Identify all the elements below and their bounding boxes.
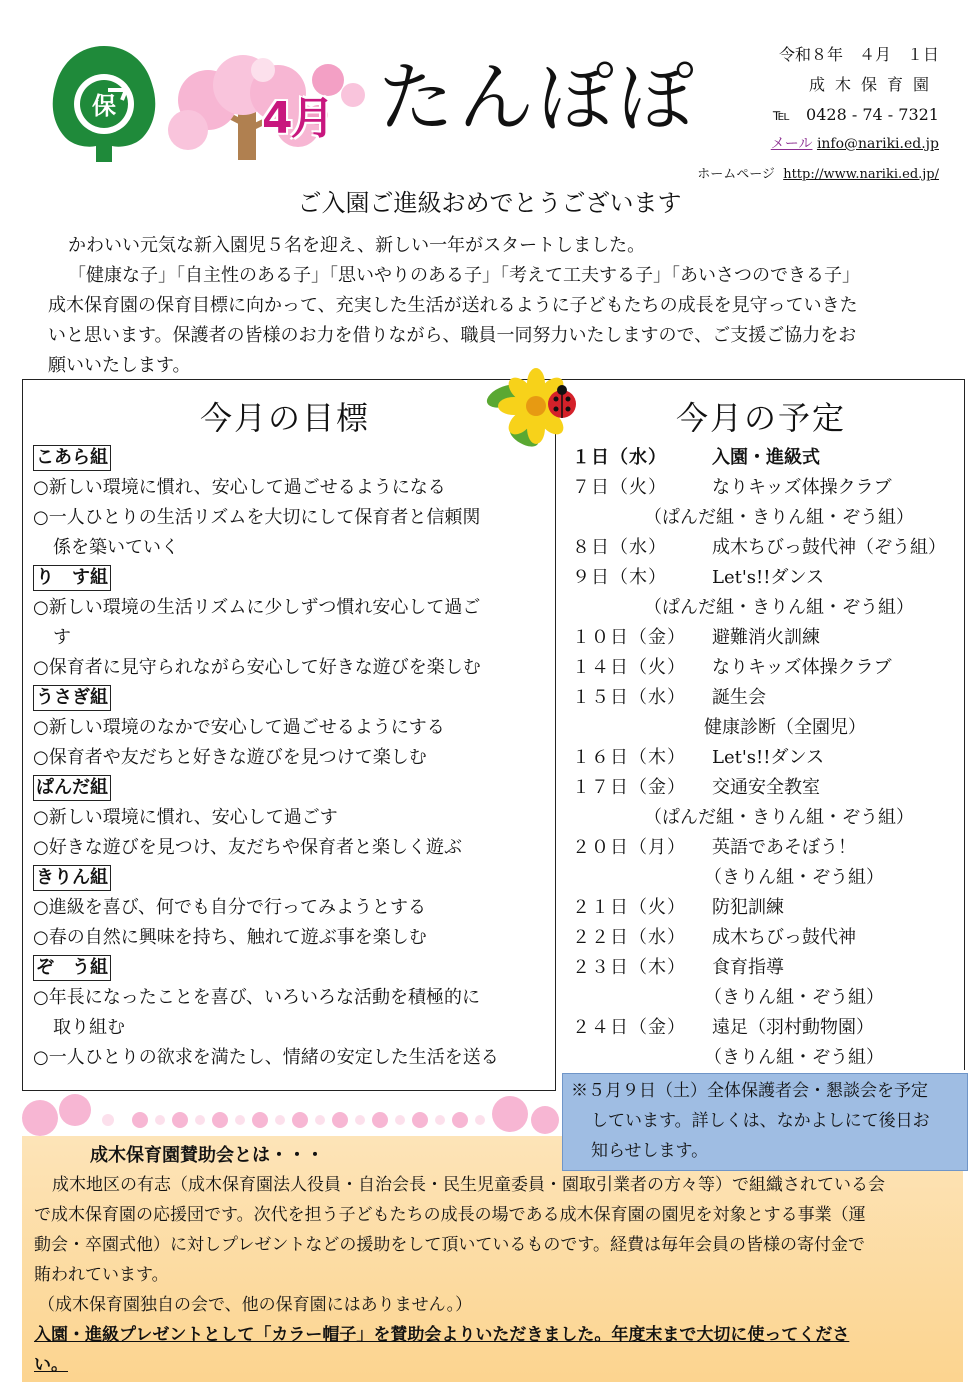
- logo-text: 保: [92, 92, 116, 120]
- goals-title: 今月の目標: [200, 399, 371, 437]
- schedule-row: [572, 743, 964, 773]
- schedule-date: ２１日（火）: [572, 897, 686, 918]
- telephone: ℡ 0428 - 74 - 7321: [772, 105, 939, 124]
- schedule-event: なりキッズ体操クラブ: [712, 657, 892, 678]
- schedule-date: １６日（木）: [572, 747, 686, 768]
- schedule-row: [572, 773, 964, 803]
- association-line: で成木保育園の応援団です。次代を担う子どもたちの成長の場である成木保育園の園児を対象とする事業（運: [34, 1205, 866, 1225]
- greeting-line: 「健康な子」「自主性のある子」「思いやりのある子」「考えて工夫する子」「あいさつのできる子」: [68, 265, 860, 286]
- schedule-sub: 健康診断（全園児）: [704, 717, 866, 738]
- association-line: い。: [34, 1355, 68, 1375]
- association-line: 動会・卒園式他）に対しプレゼントなどの援助をして頂いているものです。経費は毎年会員の皆様の寄付金で: [34, 1235, 865, 1255]
- schedule-event: Let's!!ダンス: [712, 747, 825, 768]
- schedule-date: ９日（木）: [572, 567, 667, 588]
- class-name-zou: ぞ う組: [33, 955, 111, 981]
- schedule-event: 遠足（羽村動物園）: [712, 1017, 874, 1038]
- notice-line: ※５月９日（土）全体保護者会・懇談会を予定: [571, 1081, 928, 1101]
- schedule-date: １日（水）: [572, 447, 667, 468]
- goal-item: ○新しい環境の生活リズムに少しずつ慣れ安心して過ご: [33, 597, 481, 618]
- goal-item: ○保育者に見守られながら安心して好きな遊びを楽しむ: [33, 657, 481, 678]
- schedule-row: [572, 683, 964, 713]
- schedule-date: １５日（水）: [572, 687, 686, 708]
- greeting-line: 成木保育園の保育目標に向かって、充実した生活が送れるように子どもたちの成長を見守っていきた: [48, 295, 858, 316]
- parents-meeting-notice: [562, 1073, 968, 1171]
- schedule-row: [572, 443, 964, 473]
- goal-item: ○一人ひとりの生活リズムを大切にして保育者と信頼関: [33, 507, 481, 528]
- schedule-date: ２３日（木）: [572, 957, 686, 978]
- schedule-date: ８日（水）: [572, 537, 667, 558]
- schedule-date: ２２日（水）: [572, 927, 686, 948]
- notice-line: 知らせします。: [591, 1141, 709, 1161]
- schedule-sub: （ぱんだ組・きりん組・ぞう組）: [644, 507, 914, 528]
- schedule-event: 成木ちびっ鼓代神: [712, 927, 856, 948]
- email-label: メール: [770, 136, 813, 152]
- schedule-sub: （ぱんだ組・きりん組・ぞう組）: [644, 597, 914, 618]
- schedule-title: 今月の予定: [676, 399, 847, 437]
- association-title: 成木保育園賛助会とは・・・: [90, 1145, 324, 1166]
- greeting-title: ご入園ご進級おめでとうございます: [297, 189, 682, 217]
- greeting-line: 願いいたします。: [48, 355, 191, 376]
- month-label: 4月: [262, 93, 333, 144]
- schedule-date: ２０日（月）: [572, 837, 686, 858]
- schedule-row: [572, 1013, 964, 1043]
- goal-item: ○春の自然に興味を持ち、触れて遊ぶ事を楽しむ: [33, 927, 427, 948]
- class-name-kirin: きりん組: [33, 865, 111, 891]
- organization-name: 成木保育園: [808, 75, 939, 94]
- greeting-text: [48, 231, 948, 381]
- flower-ladybug-illustration: [484, 366, 588, 452]
- goal-item: ○新しい環境に慣れ、安心して過ごせるようになる: [33, 477, 446, 498]
- schedule-row: [572, 473, 964, 503]
- schedule-row: [572, 893, 964, 923]
- goal-item: ○好きな遊びを見つけ、友だちや保育者と楽しく遊ぶ: [33, 837, 462, 858]
- schedule-row: [572, 653, 964, 683]
- goals-list: [33, 443, 547, 1073]
- goal-item: 係を築いていく: [53, 537, 179, 558]
- goal-item: ○年長になったことを喜び、いろいろな活動を積極的に: [33, 987, 480, 1008]
- schedule-row: [572, 563, 964, 593]
- class-name-risu: り す組: [33, 565, 111, 591]
- schedule-date: １４日（火）: [572, 657, 686, 678]
- association-text: [34, 1170, 954, 1380]
- schedule-sub: （きりん組・ぞう組）: [704, 987, 884, 1008]
- schedule-list: [572, 443, 964, 1073]
- nursery-logo: [48, 42, 160, 166]
- goal-item: 取り組む: [53, 1017, 125, 1038]
- class-name-panda: ぱんだ組: [33, 775, 111, 801]
- schedule-date: ２４日（金）: [572, 1017, 686, 1038]
- website-line: [697, 163, 939, 182]
- goal-item: す: [53, 627, 71, 648]
- email-line: [771, 133, 939, 153]
- goal-item: ○新しい環境のなかで安心して過ごせるようにする: [33, 717, 445, 738]
- schedule-event: 防犯訓練: [712, 897, 784, 918]
- schedule-date: ７日（火）: [572, 477, 667, 498]
- schedule-date: １０日（金）: [572, 627, 686, 648]
- schedule-event: 避難消火訓練: [712, 627, 820, 648]
- schedule-sub: （きりん組・ぞう組）: [704, 1047, 884, 1068]
- goal-item: ○保育者や友だちと好きな遊びを見つけて楽しむ: [33, 747, 427, 768]
- goal-item: ○新しい環境に慣れ、安心して過ごす: [33, 807, 338, 828]
- website-link[interactable]: http://www.nariki.ed.jp/: [783, 167, 939, 182]
- schedule-row: [572, 623, 964, 653]
- association-line: 成木地区の有志（成木保育園法人役員・自治会長・民生児童委員・園取引業者の方々等）で組織されている会: [52, 1175, 885, 1195]
- class-name-koala: こあら組: [33, 445, 111, 471]
- newsletter-title: たんぽぽ: [378, 53, 698, 142]
- blossom-strip-decoration: [20, 1090, 560, 1140]
- association-line: 入園・進級プレゼントとして「カラー帽子」を賛助会よりいただきました。年度末まで大切に使ってくださ: [34, 1325, 850, 1345]
- schedule-row: [572, 923, 964, 953]
- schedule-event: 誕生会: [712, 687, 766, 708]
- email-link[interactable]: info@nariki.ed.jp: [816, 136, 939, 152]
- schedule-event: Let's!!ダンス: [712, 567, 825, 588]
- website-label: ホームページ: [697, 167, 775, 182]
- schedule-sub: （きりん組・ぞう組）: [704, 867, 884, 888]
- association-line: （成木保育園独自の会で、他の保育園にはありません。）: [38, 1295, 473, 1315]
- goal-item: ○進級を喜び、何でも自分で行ってみようとする: [33, 897, 426, 918]
- schedule-row: [572, 533, 964, 563]
- schedule-event: 入園・進級式: [712, 447, 820, 468]
- issue-date: 令和８年 ４月 １日: [778, 45, 939, 64]
- schedule-sub: （ぱんだ組・きりん組・ぞう組）: [644, 807, 914, 828]
- schedule-event: 食育指導: [712, 957, 784, 978]
- greeting-line: かわいい元気な新入園児５名を迎え、新しい一年がスタートしました。: [68, 235, 646, 256]
- schedule-event: なりキッズ体操クラブ: [712, 477, 892, 498]
- schedule-row: [572, 833, 964, 863]
- schedule-event: 交通安全教室: [712, 777, 820, 798]
- schedule-date: １７日（金）: [572, 777, 686, 798]
- goal-item: ○一人ひとりの欲求を満たし、情緒の安定した生活を送る: [33, 1047, 499, 1068]
- class-name-usagi: うさぎ組: [33, 685, 111, 711]
- greeting-line: いと思います。保護者の皆様のお力を借りながら、職員一同努力いたしますので、ご支援ご協力をお: [48, 325, 857, 346]
- association-line: 賄われています。: [34, 1265, 169, 1285]
- schedule-event: 成木ちびっ鼓代神（ぞう組）: [712, 537, 946, 558]
- schedule-row: [572, 953, 964, 983]
- notice-line: しています。詳しくは、なかよしにて後日お: [591, 1111, 930, 1131]
- schedule-event: 英語であそぼう！: [712, 837, 856, 858]
